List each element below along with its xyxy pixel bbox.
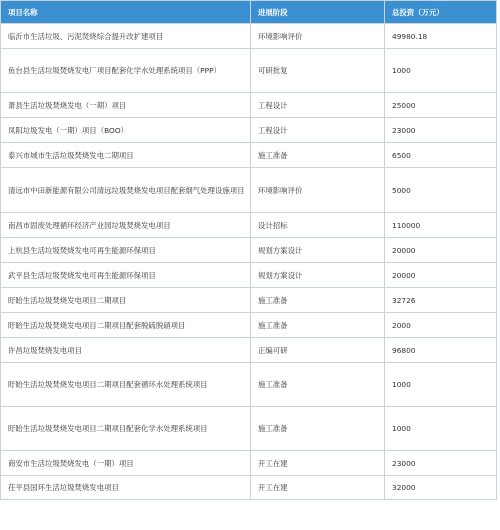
investment-cell: 32726: [385, 288, 497, 313]
stage-cell: 工程设计: [251, 118, 385, 143]
project-name-cell: 许昌垃圾焚烧发电项目: [1, 338, 251, 363]
project-name-cell: 盱眙生活垃圾焚烧发电项目二期项目配套化学水处理系统项目: [1, 407, 251, 451]
investment-cell: 1000: [385, 407, 497, 451]
project-name-cell: 泰兴市城市生活垃圾焚烧发电二期项目: [1, 143, 251, 168]
investment-cell: 1000: [385, 49, 497, 93]
investment-cell: 23000: [385, 118, 497, 143]
table-row: [1, 263, 497, 288]
project-name-cell: 武平县生活垃圾焚烧发电可再生能源环保项目: [1, 263, 251, 288]
table-row: [1, 118, 497, 143]
header-total-investment: 总投资（万元）: [385, 1, 497, 24]
project-name-cell: 上杭县生活垃圾焚烧发电可再生能源环保项目: [1, 238, 251, 263]
investment-cell: 1000: [385, 363, 497, 407]
table-row: [1, 168, 497, 213]
investment-cell: 6500: [385, 143, 497, 168]
table-row: [1, 363, 497, 407]
stage-cell: 环境影响评价: [251, 24, 385, 49]
table-row: [1, 238, 497, 263]
table-row: [1, 213, 497, 238]
investment-cell: 110000: [385, 213, 497, 238]
project-name-cell: 盱眙生活垃圾焚烧发电项目二期项目: [1, 288, 251, 313]
table-row: [1, 143, 497, 168]
project-name-cell: 临沂市生活垃圾、污泥焚烧综合提升改扩建项目: [1, 24, 251, 49]
table-row: [1, 338, 497, 363]
project-name-cell: 鱼台县生活垃圾焚烧发电厂项目配套化学水处理系统项目（PPP）: [1, 49, 251, 93]
stage-cell: 施工准备: [251, 363, 385, 407]
table-row: [1, 93, 497, 118]
stage-cell: 环境影响评价: [251, 168, 385, 213]
table-row: [1, 24, 497, 49]
project-name-cell: 萧县生活垃圾焚烧发电（一期）项目: [1, 93, 251, 118]
investment-cell: 20000: [385, 238, 497, 263]
project-name-cell: 凤阳垃圾发电（一期）项目（BOO）: [1, 118, 251, 143]
table-row: [1, 407, 497, 451]
project-name-cell: 茌平县国环生活垃圾焚烧发电项目: [1, 476, 251, 500]
stage-cell: 规划方案设计: [251, 238, 385, 263]
project-name-cell: 盱眙生活垃圾焚烧发电项目二期项目配套脱硫脱硝项目: [1, 313, 251, 338]
investment-cell: 25000: [385, 93, 497, 118]
table-row: [1, 476, 497, 500]
investment-cell: 5000: [385, 168, 497, 213]
project-name-cell: 盱眙生活垃圾焚烧发电项目二期项目配套循环水处理系统项目: [1, 363, 251, 407]
header-project-name: 项目名称: [1, 1, 251, 24]
header-progress-stage: 进展阶段: [251, 1, 385, 24]
project-name-cell: 南昌市固废处理循环经济产业园垃圾焚烧发电项目: [1, 213, 251, 238]
stage-cell: 施工准备: [251, 288, 385, 313]
stage-cell: 工程设计: [251, 93, 385, 118]
table-row: [1, 451, 497, 476]
stage-cell: 设计招标: [251, 213, 385, 238]
project-name-cell: 商安市生活垃圾焚烧发电（一期）项目: [1, 451, 251, 476]
table-row: [1, 288, 497, 313]
table-row: [1, 313, 497, 338]
stage-cell: 施工准备: [251, 313, 385, 338]
stage-cell: 施工准备: [251, 143, 385, 168]
investment-cell: 20000: [385, 263, 497, 288]
project-name-cell: 清远市中田新能源有限公司清远垃圾焚烧发电项目配套烟气处理设施项目: [1, 168, 251, 213]
investment-cell: 23000: [385, 451, 497, 476]
investment-cell: 2000: [385, 313, 497, 338]
table-header-row: [1, 1, 497, 24]
table-row: [1, 49, 497, 93]
stage-cell: 正编可研: [251, 338, 385, 363]
investment-cell: 96800: [385, 338, 497, 363]
stage-cell: 开工在建: [251, 451, 385, 476]
investment-cell: 49980.18: [385, 24, 497, 49]
stage-cell: 开工在建: [251, 476, 385, 500]
stage-cell: 可研批复: [251, 49, 385, 93]
stage-cell: 规划方案设计: [251, 263, 385, 288]
stage-cell: 施工准备: [251, 407, 385, 451]
investment-cell: 32000: [385, 476, 497, 500]
